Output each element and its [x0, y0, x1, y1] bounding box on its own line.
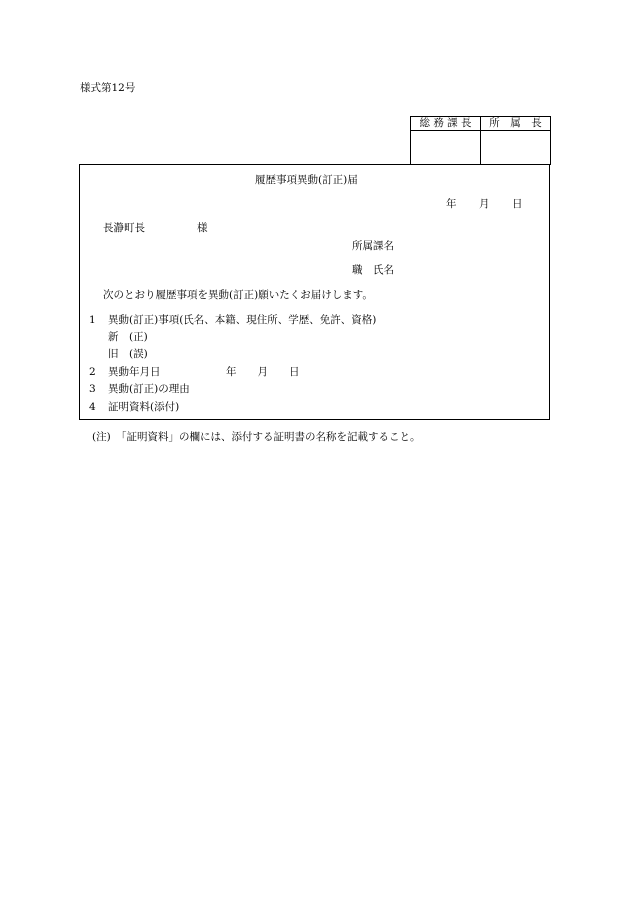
item1-number: 1: [89, 314, 96, 326]
item4-number: 4: [89, 401, 96, 413]
approval-header-general-affairs: 総 務 課 長: [411, 117, 481, 131]
item2-date: 年 月 日: [226, 366, 300, 378]
new-correct-label: 新 (正): [108, 331, 148, 343]
dept-label: 所属課名: [352, 240, 394, 252]
date-line: 年 月 日: [446, 198, 523, 210]
approval-table: [410, 116, 551, 165]
item2-number: 2: [89, 366, 96, 378]
addressee-honorific: 様: [197, 222, 208, 234]
item3-number: 3: [89, 383, 96, 395]
old-error-label: 旧 (誤): [108, 348, 148, 360]
approval-stamp-box-general-affairs[interactable]: [411, 131, 481, 165]
intro-text: 次のとおり履歴事項を異動(訂正)願いたくお届けします。: [103, 289, 373, 301]
item2-text: 異動年月日: [108, 366, 161, 378]
item3-text: 異動(訂正)の理由: [108, 383, 190, 395]
approval-header-department-head: 所 属 長: [481, 117, 551, 131]
form-number: 様式第12号: [80, 82, 136, 94]
footnote: (注) 「証明資料」の欄には、添付する証明書の名称を記載すること。: [92, 431, 421, 443]
addressee-name: 長瀞町長: [103, 222, 145, 234]
form-title: 履歴事項異動(訂正)届: [255, 174, 358, 186]
job-name-label: 職 氏名: [352, 264, 394, 276]
approval-stamp-box-department-head[interactable]: [481, 131, 551, 165]
item1-text: 異動(訂正)事項(氏名、本籍、現住所、学歴、免許、資格): [108, 314, 377, 326]
item4-text: 証明資料(添付): [108, 401, 180, 413]
